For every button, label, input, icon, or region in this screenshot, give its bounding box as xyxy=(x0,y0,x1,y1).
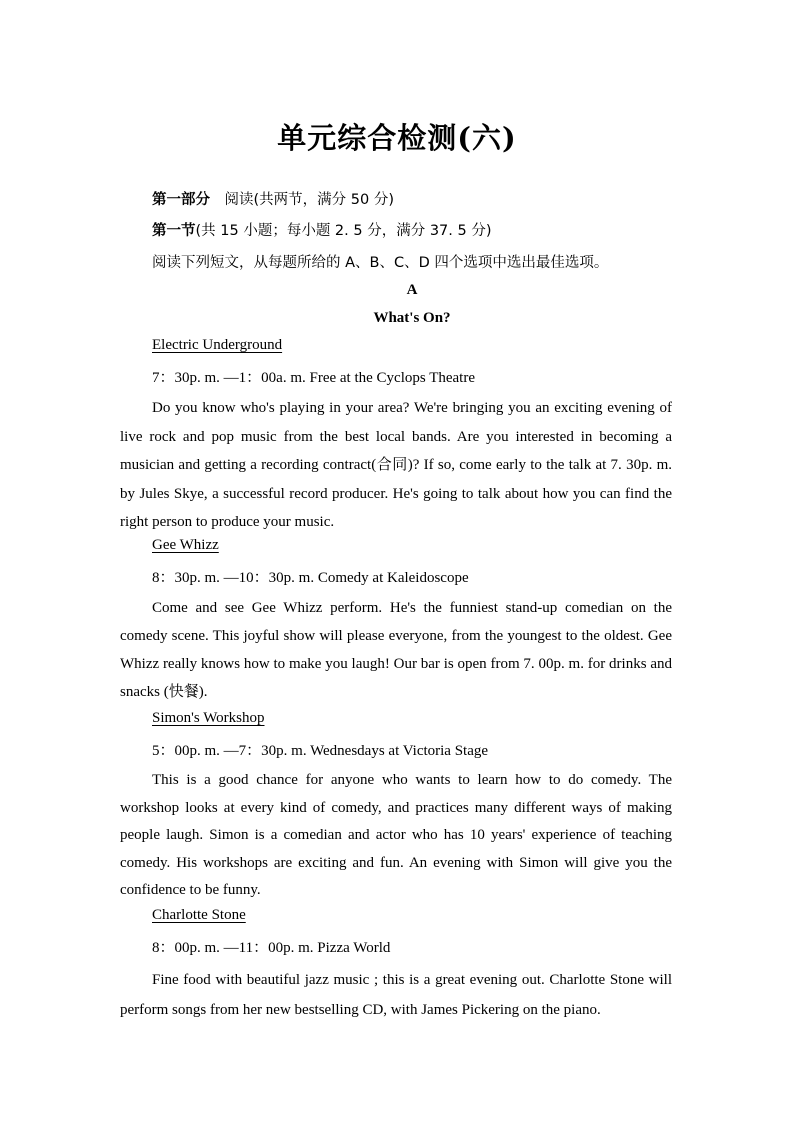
part-heading-text: 第一部分 阅读(共两节，满分 50 分) xyxy=(152,192,394,208)
event-time: 8：30p. m. —10：30p. m. Comedy at Kaleidoscope xyxy=(152,570,469,586)
page-title: 单元综合检测(六) xyxy=(277,121,517,155)
event-time: 8：00p. m. —11：00p. m. Pizza World xyxy=(152,940,391,956)
part-heading xyxy=(152,188,394,209)
passage-title: What's On? xyxy=(373,310,451,326)
section-heading xyxy=(152,219,491,240)
event-name: Gee Whizz xyxy=(152,537,219,553)
event-time: 5：00p. m. —7：30p. m. Wednesdays at Victoria Stage xyxy=(152,743,489,759)
event-name: Charlotte Stone xyxy=(152,907,246,923)
section-heading-text: 第一节(共 15 小题；每小题 2. 5 分，满分 37. 5 分) xyxy=(152,223,492,239)
passage-letter: A xyxy=(406,282,418,298)
event-name: Electric Underground xyxy=(152,337,283,353)
event-time: 7：30p. m. —1：00a. m. Free at the Cyclops Theatre xyxy=(152,370,475,386)
event-name: Simon's Workshop xyxy=(152,710,265,726)
instruction-text: 阅读下列短文，从每题所给的 A、B、C、D 四个选项中选出最佳选项。 xyxy=(152,255,609,271)
event-description: Fine food with beautiful jazz music ; this is a great evening out. Charlotte Stone will perform songs from her new bestselling CD, with James Pickering on the piano. xyxy=(120,972,672,1018)
event-description: Come and see Gee Whizz perform. He's the funniest stand-up comedian on the comedy scene. This joyful show will please everyone, from the youngest to the oldest. Gee Whizz really knows how to make you laugh! Our bar is open from 7. 00p. m. for drinks and snacks (快餐). xyxy=(120,600,672,700)
event-description: Do you know who's playing in your area? We're bringing you an exciting evening of live rock and pop music from the best local bands. Are you interested in becoming a musician and getting a recording contract(合同)? If so, come early to the talk at 7. 30p. m. by Jules Skye, a successful record producer. He's going to talk about how you can find the right person to produce your music. xyxy=(120,400,672,531)
event-description: This is a good chance for anyone who wants to learn how to do comedy. The workshop looks at every kind of comedy, and practices many different ways of making people laugh. Simon is a comedian and actor who has 10 years' experience of teaching comedy. His workshops are exciting and fun. An evening with Simon will give you the confidence to be funny. xyxy=(120,772,672,899)
